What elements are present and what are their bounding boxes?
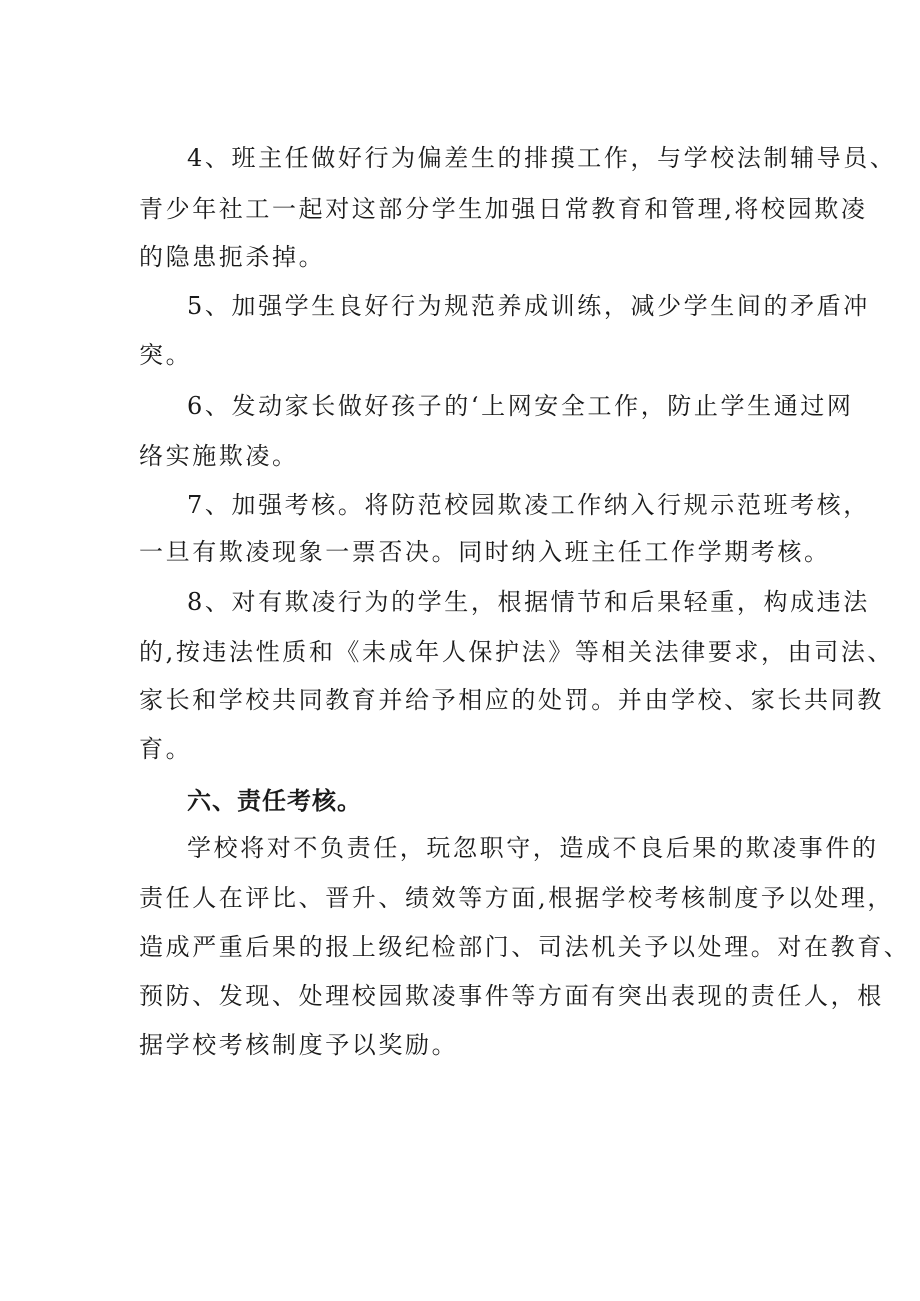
item-5-line-2: 突。 xyxy=(139,341,193,369)
item-7-line-1: 7、加强考核。将防范校园欺凌工作纳入行规示范班考核， xyxy=(187,491,870,519)
section-para-line-1: 学校将对不负责任，玩忽职守，造成不良后果的欺凌事件的 xyxy=(187,834,879,862)
item-6-line-2: 络实施欺凌。 xyxy=(139,442,299,470)
item-8-line-2: 的,按违法性质和《未成年人保护法》等相关法律要求，由司法、 xyxy=(139,638,895,666)
item-6-line-1: 6、发动家长做好孩子的‘上网安全工作，防止学生通过网 xyxy=(187,392,854,420)
item-8-line-4: 育。 xyxy=(139,735,193,763)
section-para-line-3: 造成严重后果的报上级纪检部门、司法机关予以处理。对在教育、 xyxy=(139,933,911,961)
section-para-line-5: 据学校考核制度予以奖励。 xyxy=(139,1031,459,1059)
item-4-line-3: 的隐患扼杀掉。 xyxy=(139,243,326,271)
item-8-line-3: 家长和学校共同教育并给予相应的处罚。并由学校、家长共同教 xyxy=(139,686,884,714)
section-heading: 六、责任考核。 xyxy=(187,787,362,815)
item-7-line-2: 一旦有欺凌现象一票否决。同时纳入班主任工作学期考核。 xyxy=(139,538,831,566)
section-para-line-4: 预防、发现、处理校园欺凌事件等方面有突出表现的责任人，根 xyxy=(139,982,884,1010)
item-4-line-1: 4、班主任做好行为偏差生的排摸工作，与学校法制辅导员、 xyxy=(187,144,897,172)
section-para-line-2: 责任人在评比、晋升、绩效等方面,根据学校考核制度予以处理， xyxy=(139,884,895,912)
item-4-line-2: 青少年社工一起对这部分学生加强日常教育和管理,将校园欺凌 xyxy=(139,195,868,223)
item-5-line-1: 5、加强学生良好行为规范养成训练，减少学生间的矛盾冲 xyxy=(187,292,870,320)
item-8-line-1: 8、对有欺凌行为的学生，根据情节和后果轻重，构成违法 xyxy=(187,588,870,616)
